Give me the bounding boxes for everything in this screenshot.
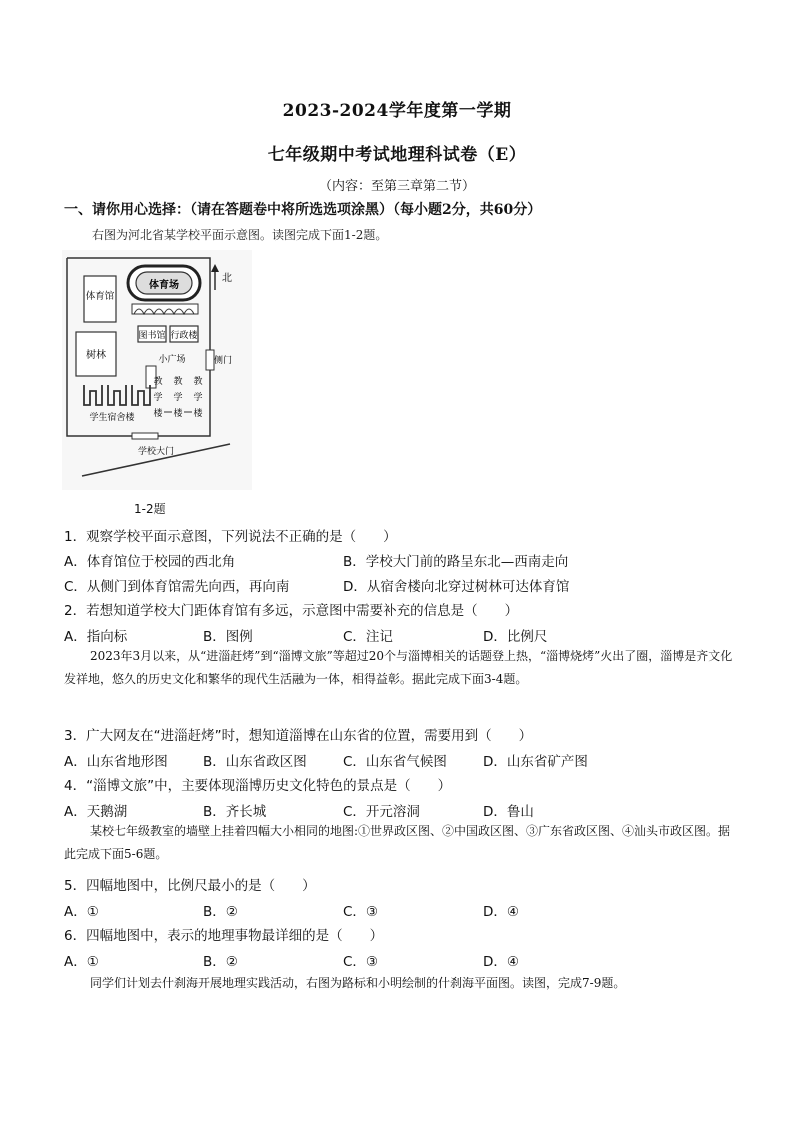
teach2-c1: 教 <box>173 377 183 387</box>
question-1: 1．观察学校平面示意图，下列说法不正确的是（ ） <box>64 529 397 545</box>
teach3-c2: 学 <box>193 393 203 403</box>
teach2-c2: 学 <box>173 393 183 403</box>
exam-scope: （内容：至第三章第二节） <box>318 179 475 194</box>
q5-option-b[interactable]: B．② <box>203 904 238 920</box>
map-caption: 1-2题 <box>134 502 166 516</box>
teach3-c1: 教 <box>193 377 203 387</box>
teach2-c3: 楼 <box>173 409 183 419</box>
teach1-c3: 楼 <box>153 409 163 419</box>
q3-option-c[interactable]: C．山东省气候图 <box>343 754 447 770</box>
question-6: 6．四幅地图中，表示的地理事物最详细的是（ ） <box>64 928 384 944</box>
question-5: 5．四幅地图中，比例尺最小的是（ ） <box>64 878 316 894</box>
admin-label: 行政楼 <box>170 331 198 341</box>
q6-option-b[interactable]: B．② <box>203 954 238 970</box>
page-title: 2023-2024学年度第一学期 <box>282 101 512 121</box>
passage-3-4: 2023年3月以来，从“进淄赶烤”到“淄博文旅”等超过20个与淄博相关的话题登上热，“淄博烧烤”火出了圈，淄博是齐文化发祥地，悠久的历史文化和繁华的现代生活融为一体，相得益彰。据此完成下面3-4题。 <box>64 649 733 686</box>
stadium-label: 体育场 <box>149 280 179 291</box>
section-heading: 一、请你用心选择：（请在答题卷中将所选选项涂黑）（每小题2分，共60分） <box>64 202 542 218</box>
passage-7-9: 同学们计划去什刹海开展地理实践活动，右图为路标和小明绘制的什刹海平面图。读图，完成7-9题。 <box>90 976 626 990</box>
intro-1-2: 右图为河北省某学校平面示意图。读图完成下面1-2题。 <box>92 228 388 242</box>
q1-option-d[interactable]: D．从宿舍楼向北穿过树林可达体育馆 <box>343 579 570 595</box>
q4-option-a[interactable]: A．天鹅湖 <box>64 804 128 820</box>
q3-option-d[interactable]: D．山东省矿产图 <box>483 754 588 770</box>
q4-option-d[interactable]: D．鲁山 <box>483 804 534 820</box>
q2-option-c[interactable]: C．注记 <box>343 629 393 645</box>
side-gate-label: 侧门 <box>213 356 233 366</box>
q5-option-d[interactable]: D．④ <box>483 904 519 920</box>
passage-5-6: 某校七年级教室的墙壁上挂着四幅大小相同的地图:①世界政区图、②中国政区图、③广东省政区图、④汕头市政区图。据此完成下面5-6题。 <box>64 824 731 861</box>
q4-option-b[interactable]: B．齐长城 <box>203 804 267 820</box>
q2-option-a[interactable]: A．指向标 <box>64 629 128 645</box>
teach1-c2: 学 <box>153 393 163 403</box>
teach3-c3: 楼 <box>193 409 203 419</box>
q2-option-b[interactable]: B．图例 <box>203 629 253 645</box>
dorm-label: 学生宿舍楼 <box>89 413 135 423</box>
q5-option-c[interactable]: C．③ <box>343 904 379 920</box>
square-label: 小广场 <box>158 355 186 365</box>
q2-option-d[interactable]: D．比例尺 <box>483 629 548 645</box>
teach1-c1: 教 <box>153 377 163 387</box>
q5-option-a[interactable]: A．① <box>64 904 99 920</box>
q6-option-a[interactable]: A．① <box>64 954 99 970</box>
gym-label: 体育馆 <box>85 291 115 302</box>
q6-option-c[interactable]: C．③ <box>343 954 379 970</box>
woods-label: 树林 <box>86 350 106 361</box>
question-2: 2．若想知道学校大门距体育馆有多远，示意图中需要补充的信息是（ ） <box>64 603 519 619</box>
q1-option-a[interactable]: A．体育馆位于校园的西北角 <box>64 554 236 570</box>
q6-option-d[interactable]: D．④ <box>483 954 519 970</box>
library-label: 图书馆 <box>138 331 166 341</box>
q1-option-b[interactable]: B．学校大门前的路呈东北—西南走向 <box>343 554 569 570</box>
question-3: 3．广大网友在“进淄赶烤”时，想知道淄博在山东省的位置，需要用到（ ） <box>64 728 533 744</box>
q3-option-a[interactable]: A．山东省地形图 <box>64 754 168 770</box>
q3-option-b[interactable]: B．山东省政区图 <box>203 754 307 770</box>
school-plan-map <box>62 250 252 490</box>
q4-option-c[interactable]: C．开元溶洞 <box>343 804 420 820</box>
q1-option-c[interactable]: C．从侧门到体育馆需先向西，再向南 <box>64 579 290 595</box>
north-label: 北 <box>222 273 232 284</box>
exam-subtitle: 七年级期中考试地理科试卷（E） <box>267 145 527 165</box>
main-gate-label: 学校大门 <box>137 447 175 457</box>
question-4: 4．“淄博文旅”中，主要体现淄博历史文化特色的景点是（ ） <box>64 778 452 794</box>
